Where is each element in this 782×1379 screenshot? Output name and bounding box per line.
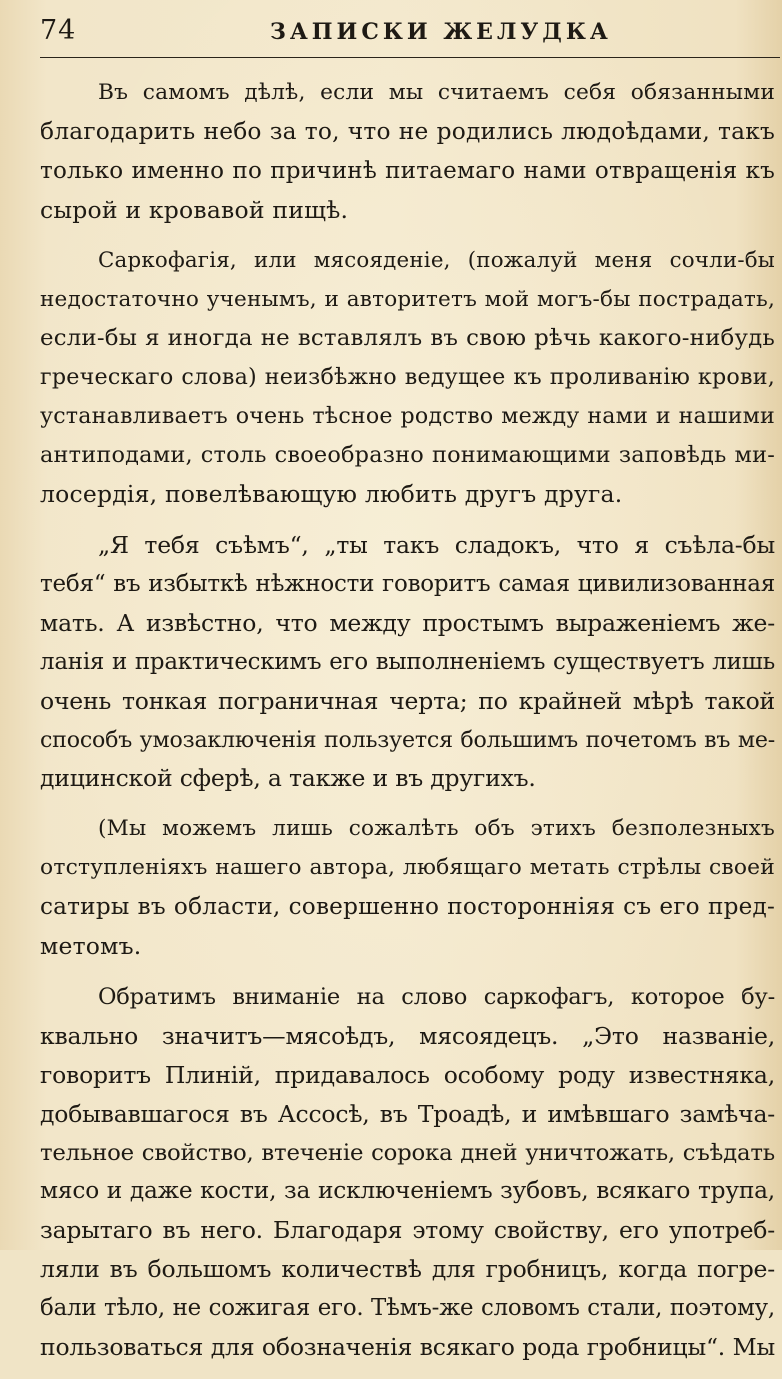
body-text xyxy=(40,74,775,1379)
text-line: „Я тебя съѣмъ“, „ты такъ сладокъ, что я съѣла-бы xyxy=(98,530,775,559)
paragraph xyxy=(40,242,775,514)
text-line: отступленіяхъ нашего автора, любящаго метать стрѣлы своей xyxy=(40,855,775,881)
text-line: только именно по причинѣ питаемаго нами отвращенія къ xyxy=(40,157,775,184)
text-line: лосердія, повелѣвающую любить другъ друга. xyxy=(40,480,623,509)
text-line: устанавливаетъ очень тѣсное родство между нами и нашими xyxy=(40,403,775,430)
paragraph xyxy=(40,810,775,966)
text-line: дицинской сферѣ, а также и въ другихъ. xyxy=(40,764,536,793)
running-title: ЗАПИСКИ ЖЕЛУДКА xyxy=(270,19,612,45)
text-line: тебя“ въ избыткѣ нѣжности говоритъ самая цивилизованная xyxy=(40,570,775,597)
text-line: мать. А извѣстно, что между простымъ выраженіемъ же- xyxy=(40,608,775,637)
text-line: пользоваться для обозначенія всякаго рода гробницы“. Мы xyxy=(40,1333,775,1362)
text-line: недостаточно ученымъ, и авторитетъ мой могъ-бы пострадать, xyxy=(40,286,775,312)
text-line: очень тонкая пограничная черта; по крайней мѣрѣ такой xyxy=(40,686,775,715)
text-line: сырой и кровавой пищѣ. xyxy=(40,195,349,224)
text-line: если-бы я иногда не вставлялъ въ свою рѣчь какого-нибудь xyxy=(40,325,775,352)
text-line: сатиры въ области, совершенно посторонніяя съ его пред- xyxy=(40,894,775,921)
paragraph xyxy=(40,978,775,1367)
text-line: греческаго слова) неизбѣжно ведущее къ проливанію крови, xyxy=(40,364,775,391)
text-line: мясо и даже кости, за исключеніемъ зубовъ, всякаго трупа, xyxy=(40,1177,775,1205)
paragraph xyxy=(40,526,775,798)
text-line: ланія и практическимъ его выполненіемъ существуетъ лишь xyxy=(40,648,775,675)
text-line: квально значитъ—мясоѣдъ, мясоядецъ. „Это названіе, xyxy=(40,1021,775,1050)
text-line: Обратимъ вниманіе на слово саркофагъ, которое бу- xyxy=(98,983,775,1010)
text-line: ляли въ большомъ количествѣ для гробницъ, когда погре- xyxy=(40,1255,775,1284)
text-line: Въ самомъ дѣлѣ, если мы считаемъ себя обязанными xyxy=(98,80,775,105)
text-line: добывавшагося въ Ассосѣ, въ Троадѣ, и имѣвшаго замѣча- xyxy=(40,1099,775,1128)
text-line: говоритъ Плиній, придавалось особому роду известняка, xyxy=(40,1060,775,1089)
text-line: бали тѣло, не сожигая его. Тѣмъ-же словомъ стали, поэтому, xyxy=(40,1295,775,1322)
text-line: антиподами, столь своеобразно понимающими заповѣдь ми- xyxy=(40,442,775,469)
text-line: метомъ. xyxy=(40,932,142,961)
text-line: зарытаго въ него. Благодаря этому свойству, его употреб- xyxy=(40,1216,775,1245)
header-rule xyxy=(40,57,780,58)
text-line: тельное свойство, втеченіе сорока дней уничтожать, съѣдать xyxy=(40,1139,775,1166)
page-number: 74 xyxy=(40,15,77,46)
page-header xyxy=(40,14,770,50)
text-line: Саркофагія, или мясояденіе, (пожалуй меня сочли-бы xyxy=(98,247,775,273)
text-line: (Мы можемъ лишь сожалѣть объ этихъ безполезныхъ xyxy=(98,816,775,842)
text-line: способъ умозаключенія пользуется большимъ почетомъ въ ме- xyxy=(40,726,775,753)
text-line: благодарить небо за то, что не родились людоѣдами, такъ xyxy=(40,117,775,145)
paragraph xyxy=(40,74,775,230)
